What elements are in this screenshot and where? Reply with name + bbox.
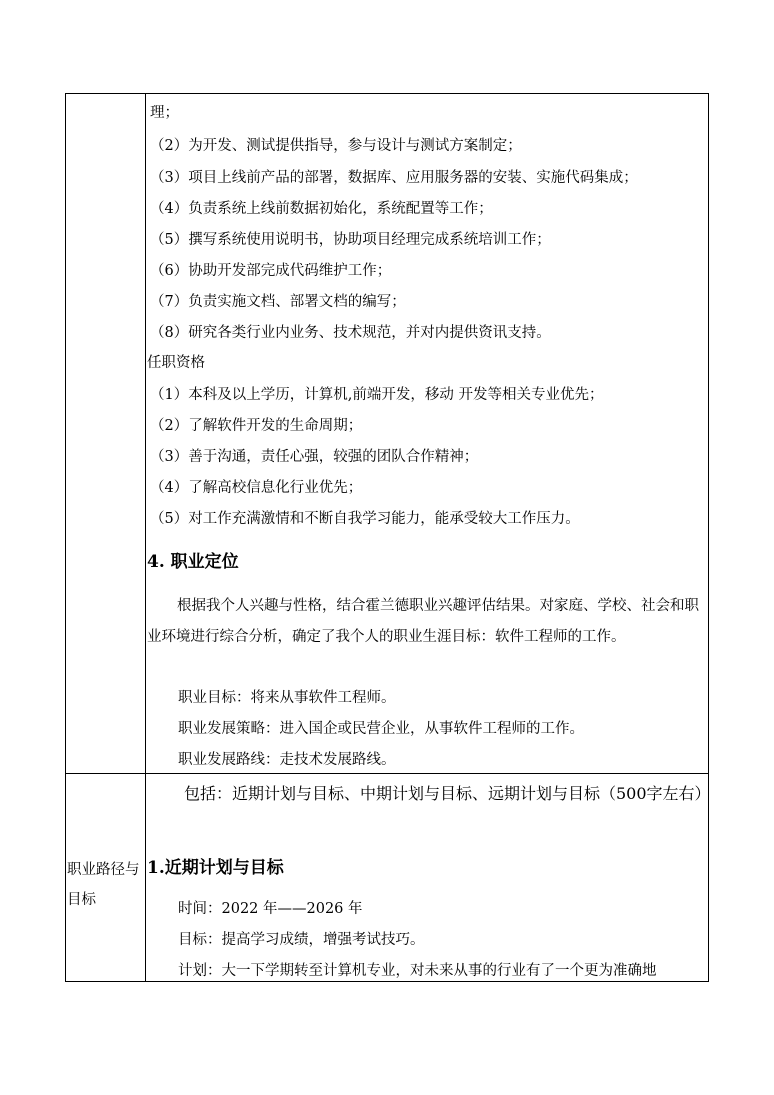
table-row-divider	[65, 773, 709, 774]
section-heading: 1.近期计划与目标	[147, 858, 284, 878]
career-goal: 职业目标：将来从事软件工程师。	[178, 690, 396, 706]
subsection-title: 任职资格	[147, 355, 205, 371]
section-heading: 4. 职业定位	[147, 552, 239, 572]
list-line: （5）对工作充满激情和不断自我学习能力，能承受较大工作压力。	[150, 511, 580, 527]
list-line: （4）负责系统上线前数据初始化，系统配置等工作；	[150, 201, 493, 217]
list-line: （5）撰写系统使用说明书，协助项目经理完成系统培训工作；	[150, 232, 551, 248]
plan-detail: 计划：大一下学期转至计算机专业，对未来从事的行业有了一个更为准确地	[178, 963, 657, 979]
plan-time: 时间：2022 年——2026 年	[178, 901, 363, 917]
list-line: （2）为开发、测试提供指导，参与设计与测试方案制定；	[150, 138, 522, 154]
list-line: （8）研究各类行业内业务、技术规范，并对内提供资讯支持。	[150, 325, 551, 341]
career-route: 职业发展路线：走技术发展路线。	[178, 752, 396, 768]
table-column-divider	[145, 93, 146, 982]
plan-target: 目标：提高学习成绩，增强考试技巧。	[178, 932, 425, 948]
list-line: （7）负责实施文档、部署文档的编写；	[150, 294, 406, 310]
list-line: 理；	[150, 105, 179, 121]
career-strategy: 职业发展策略：进入国企或民营企业，从事软件工程师的工作。	[178, 721, 584, 737]
list-line: （2）了解软件开发的生命周期；	[150, 418, 363, 434]
section-paragraph: 根据我个人兴趣与性格，结合霍兰德职业兴趣评估结果。对家庭、学校、社会和职业环境进行综合分析，确定了我个人的职业生涯目标：软件工程师的工作。	[147, 598, 699, 645]
list-line: （6）协助开发部完成代码维护工作；	[150, 263, 392, 279]
row-intro: 包括：近期计划与目标、中期计划与目标、远期计划与目标（500字左右）	[184, 784, 711, 803]
row-label: 职业路径与目标	[67, 862, 140, 908]
list-line: （1）本科及以上学历，计算机,前端开发，移动 开发等相关专业优先；	[150, 387, 604, 403]
list-line: （3）项目上线前产品的部署，数据库、应用服务器的安装、实施代码集成；	[150, 170, 638, 186]
content-table	[65, 93, 709, 982]
list-line: （3）善于沟通，责任心强，较强的团队合作精神；	[150, 449, 479, 465]
list-line: （4）了解高校信息化行业优先；	[150, 480, 363, 496]
